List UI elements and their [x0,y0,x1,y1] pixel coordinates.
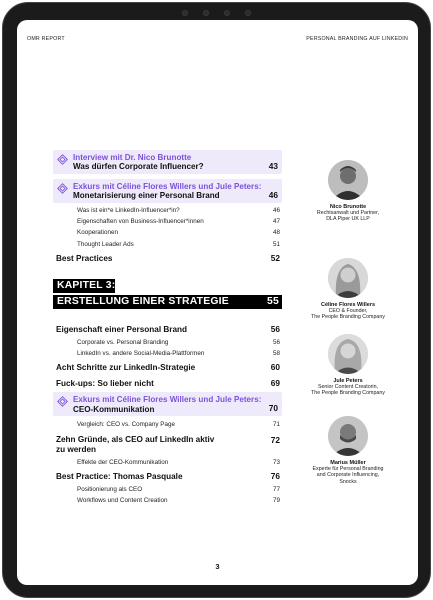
toc-entry-label [56,435,214,455]
page-ref: 69 [270,378,280,389]
contributor-company: The People Branding Company [311,390,385,397]
contributor-company: Snocks [339,478,357,485]
toc-highlight-interview[interactable] [53,150,282,174]
toc-entry-label-line1: Zehn Gründe, als CEO auf LinkedIn aktiv [56,434,215,444]
page-ref: 56 [272,338,280,346]
page-ref: 72 [270,434,280,445]
page-ref: 46 [272,206,280,214]
toc-entry[interactable] [53,337,282,348]
contributor-role: CEO & Founder, [328,308,368,314]
toc-highlight-exkurs-monetarisierung[interactable] [53,179,282,203]
page-ref: 73 [272,458,280,466]
table-of-contents [53,150,282,506]
page-ref: 71 [272,421,280,429]
contributor-card [283,258,413,321]
toc-entry-acht-schritte[interactable] [53,362,282,373]
contributor-role: Senior Content Creatorin, [317,384,379,390]
toc-entry-label: LinkedIn vs. andere Social-Media-Plattformen [77,350,205,358]
contributor-company: The People Branding Company [311,314,385,321]
page-ref: 51 [272,240,280,248]
diamond-icon [57,183,68,194]
toc-entry[interactable] [53,239,282,250]
toc-entry[interactable] [53,348,282,359]
toc-entry-label: Acht Schritte zur LinkedIn-Strategie [56,363,196,373]
page-ref: 46 [268,189,278,200]
toc-entry[interactable] [53,495,282,506]
toc-entry-best-practice-thomas[interactable] [53,471,282,482]
toc-highlight-subtitle: Was dürfen Corporate Influencer? [73,162,204,172]
toc-highlight-title: Interview mit Dr. Nico Brunotte [73,153,192,162]
toc-entry-label-line2: zu werden [56,444,97,454]
contributor-name: Nico Brunotte [329,204,367,210]
toc-entry[interactable] [53,419,282,430]
camera-dot [203,10,209,16]
avatar [328,334,368,374]
diamond-icon [57,154,68,165]
chapter-label: KAPITEL 3: [53,279,115,293]
page-ref: 76 [270,470,280,481]
toc-entry-label: Was ist ein*e LinkedIn-Influencer*in? [77,206,180,214]
contributor-name: Jule Peters [333,378,363,384]
camera-bar [182,8,252,17]
toc-highlight-title: Exkurs mit Céline Flores Willers und Jule Peters: [73,181,262,191]
contributor-role: Experte für Personal Branding [312,466,384,472]
toc-entry[interactable] [53,227,282,238]
camera-dot [182,10,188,16]
camera-dot [224,10,230,16]
toc-highlight-subtitle: CEO-Kommunikation [73,404,155,414]
toc-entry[interactable] [53,205,282,216]
toc-entry-label: Positionierung als CEO [77,485,143,493]
toc-entry-best-practices[interactable] [53,253,282,264]
contributor-company: DLA Piper UK LLP [326,216,370,223]
toc-entry-label: Eigenschaften von Business-Influencer*innen [77,217,204,225]
camera-dot [245,10,251,16]
toc-entry-fuckups[interactable] [53,378,282,389]
chapter-title: ERSTELLUNG EINER STRATEGIE [57,295,229,307]
page-ref: 56 [270,323,280,334]
toc-entry-label: Corporate vs. Personal Branding [77,338,169,346]
page-ref: 52 [270,252,280,263]
toc-entry-label: Kooperationen [77,229,118,237]
diamond-icon [57,396,68,407]
header-left: OMR REPORT [27,36,65,42]
toc-entry-label: Best Practice: Thomas Pasquale [56,471,183,481]
toc-highlight-title: Exkurs mit Céline Flores Willers und Jule Peters: [73,395,262,405]
page-ref: 43 [268,160,278,171]
contributor-name: Céline Flores Willers [320,302,376,308]
page-ref: 58 [272,350,280,358]
chapter-heading[interactable] [53,275,282,309]
header-right: PERSONAL BRANDING AUF LINKEDIN [306,36,408,42]
page-ref: 77 [272,485,280,493]
toc-entry-label: Effekte der CEO-Kommunikation [77,458,169,466]
contributor-card [283,334,413,397]
toc-entry-label: Fuck-ups: So lieber nicht [56,379,154,389]
page [17,20,418,585]
chapter-page: 55 [267,295,279,307]
toc-entry[interactable] [53,484,282,495]
page-ref: 70 [268,403,278,414]
contributor-card [283,416,413,485]
toc-entry-eigenschaft[interactable] [53,324,282,335]
avatar [328,258,368,298]
toc-highlight-exkurs-ceo[interactable] [53,392,282,416]
chapter-title-bar [53,295,282,309]
page-ref: 47 [272,217,280,225]
contributor-card [283,160,413,223]
avatar [328,416,368,456]
page-number: 3 [215,562,220,571]
toc-entry-label: Thought Leader Ads [77,240,134,248]
toc-entry-zehn-gruende[interactable] [53,435,282,455]
contributor-role-line2: and Corporate Influencing, [316,472,380,479]
toc-entry[interactable] [53,457,282,468]
page-ref: 60 [270,362,280,373]
toc-highlight-subtitle: Monetarisierung einer Personal Brand [73,191,220,201]
avatar [328,160,368,200]
toc-entry-label: Workflows und Content Creation [77,497,168,505]
toc-entry-label: Vergleich: CEO vs. Company Page [77,421,175,429]
tablet-frame [2,2,431,598]
page-ref: 79 [272,497,280,505]
contributor-role: Rechtsanwalt und Partner, [316,210,380,216]
page-ref: 48 [272,229,280,237]
toc-entry-label: Best Practices [56,253,113,263]
contributor-name: Marius Müller [330,460,366,466]
toc-entry[interactable] [53,216,282,227]
toc-entry-label: Eigenschaft einer Personal Brand [56,324,188,334]
